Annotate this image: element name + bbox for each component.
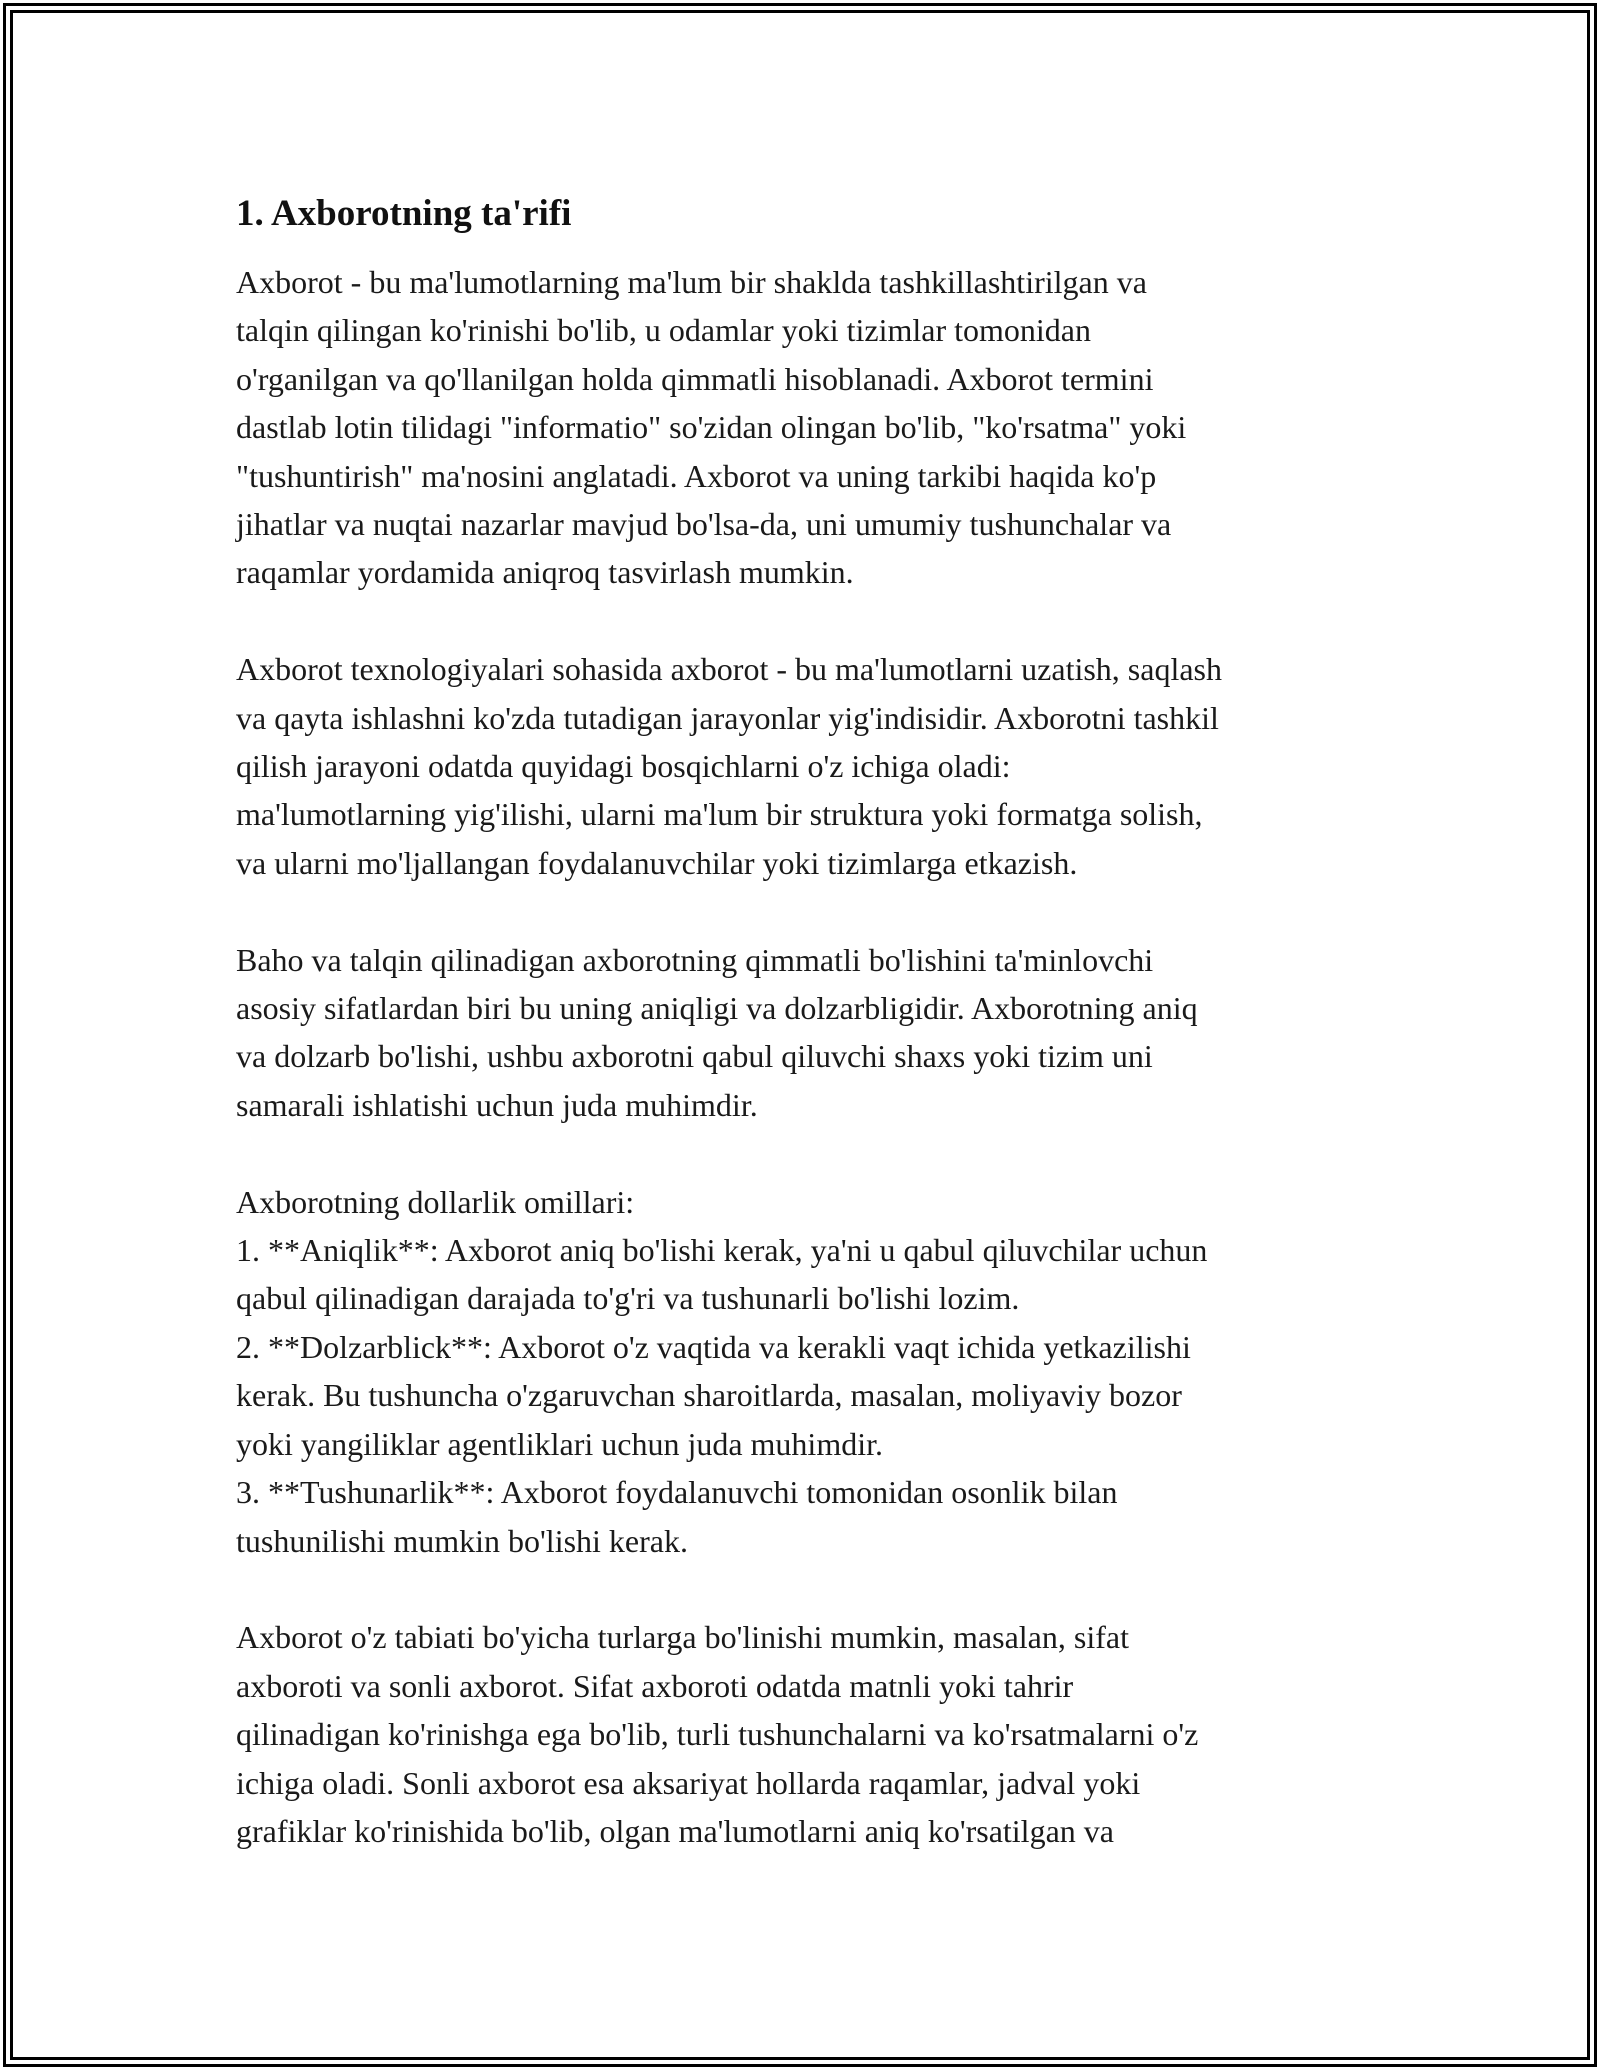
paragraph-factors-list: Axborotning dollarlik omillari: 1. **Aniqlik**: Axborot aniq bo'lishi kerak, ya'ni u qabul qiluvchilar uchun qabul qilinadigan darajada to'g'ri va tushunarli bo'lishi lozim. 2. **Dolzarblick**: Axborot o'z vaqtida va kerakli vaqt ichida yetkazilishi kerak. Bu tushuncha o'zgaruvchan sharoitlarda, masalan, moliyaviy bozor yoki yangiliklar agentliklari uchun juda muhimdir. 3. **Tushunarlik**: Axborot foydalanuvchi tomonidan osonlik bilan tushunilishi mumkin bo'lishi kerak. [236,1183,1208,1559]
paragraph-spacer [236,1129,1376,1177]
paragraph-spacer [236,887,1376,935]
document-body [236,188,1376,1855]
paragraph-definition: Axborot - bu ma'lumotlarning ma'lum bir shaklda tashkillashtirilgan va talqin qilingan ko'rinishi bo'lib, u odamlar yoki tizimlar tomonidan o'rganilgan va qo'llanilgan holda qimmatli hisoblanadi. Axborot termini dastlab lotin tilidagi "informatio" so'zidan olingan bo'lib, "ko'rsatma" yoki "tushuntirish" ma'nosini anglatadi. Axborot va uning tarkibi haqida ko'p jihatlar va nuqtai nazarlar mavjud bo'lsa-da, uni umumiy tushunchalar va raqamlar yordamida aniqroq tasvirlash mumkin. [236,264,1187,591]
paragraph-it-context: Axborot texnologiyalari sohasida axborot - bu ma'lumotlarni uzatish, saqlash va qayta ishlashni ko'zda tutadigan jarayonlar yig'indisidir. Axborotni tashkil qilish jarayoni odatda quyidagi bosqichlarni o'z ichiga oladi: ma'lumotlarning yig'ilishi, ularni ma'lum bir struktura yoki formatga solish, va ularni mo'ljallangan foydalanuvchilar yoki tizimlarga etkazish. [236,651,1222,881]
paragraph-spacer [236,597,1376,645]
paragraph-quality: Baho va talqin qilinadigan axborotning qimmatli bo'lishini ta'minlovchi asosiy sifatlardan biri bu uning aniqligi va dolzarbligidir. Axborotning aniq va dolzarb bo'lishi, ushbu axborotni qabul qiluvchi shaxs yoki tizim uni samarali ishlatishi uchun juda muhimdir. [236,941,1198,1123]
paragraph-types: Axborot o'z tabiati bo'yicha turlarga bo'linishi mumkin, masalan, sifat axboroti va sonli axborot. Sifat axboroti odatda matnli yoki tahrir qilinadigan ko'rinishga ega bo'lib, turli tushunchalarni va ko'rsatmalarni o'z ichiga oladi. Sonli axborot esa aksariyat hollarda raqamlar, jadval yoki grafiklar ko'rinishida bo'lib, olgan ma'lumotlarni aniq ko'rsatilgan va [236,1619,1199,1849]
paragraph-spacer [236,1565,1376,1613]
section-heading: 1. Axborotning ta'rifi [236,193,572,234]
